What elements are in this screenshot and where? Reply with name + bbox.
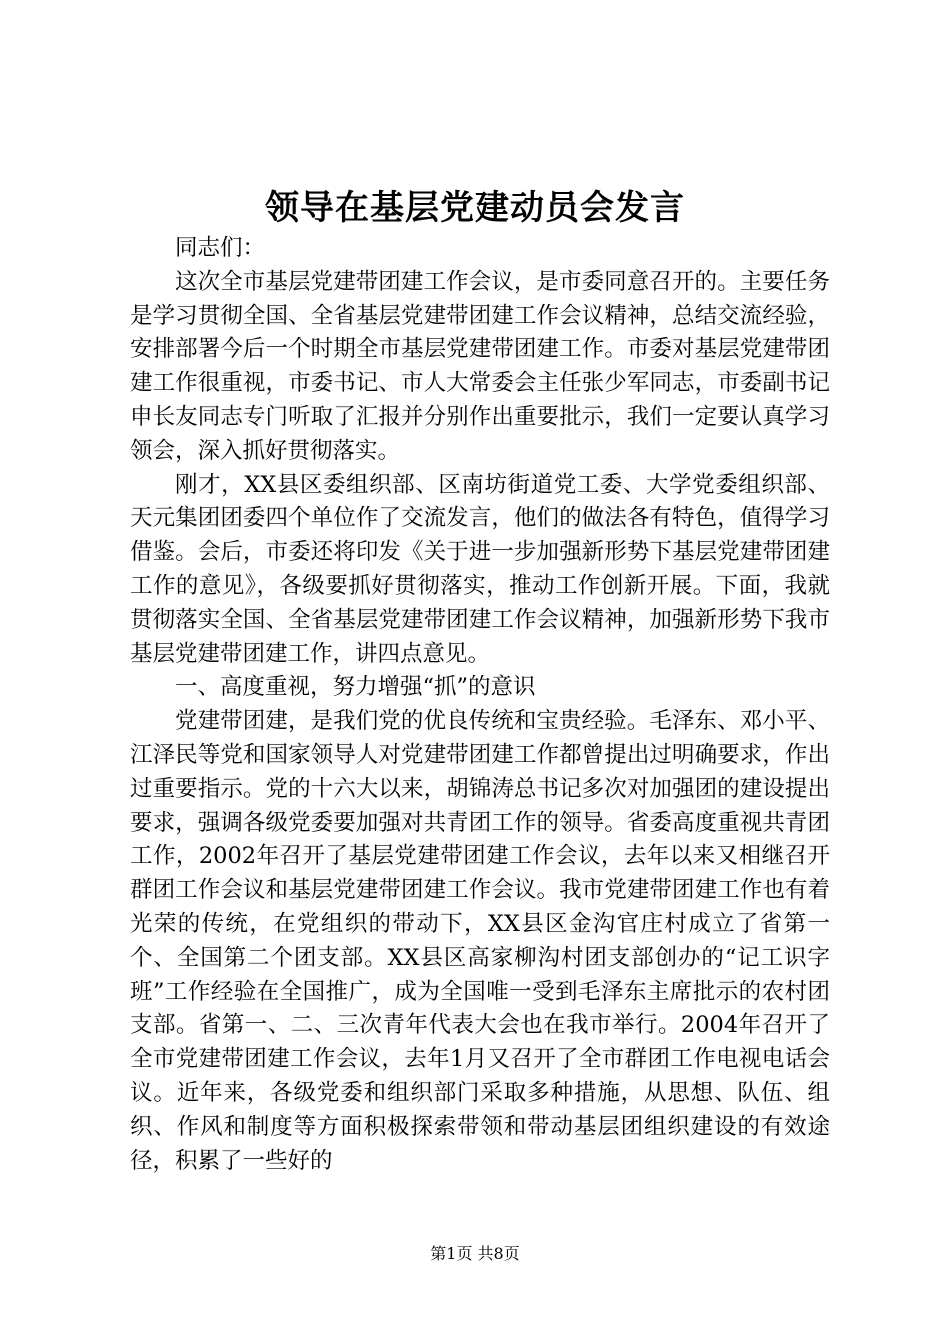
document-title: 领导在基层党建动员会发言 <box>265 188 685 228</box>
section-heading: 一、高度重视，努力增强“抓”的意识 <box>175 674 536 701</box>
body-paragraph: 党建带团建，是我们党的优良传统和宝贵经验。毛泽东、邓小平、江泽民等党和国家领导人对党建带团建工作都曾提出过明确要求，作出过重要指示。党的十六大以来，胡锦涛总书记多次对加强团的建设提出要求，强调各级党委要加强对共青团工作的领导。省委高度重视共青团工作，2002年召开了基层党建带团建工作会议，去年以来又相继召开群团工作会议和基层党建带团建工作会议。我市党建带团建工作也有着光荣的传统，在党组织的带动下，XX县区金沟官庄村成立了省第一个、全国第二个团支部。XX县区高家柳沟村团支部创办的“记工识字班”工作经验在全国推广，成为全国唯一受到毛泽东主席批示的农村团支部。省第一、二、三次青年代表大会也在我市举行。2004年召开了全市党建带团建工作会议，去年1月又召开了全市群团工作电视电话会议。近年来，各级党委和组织部门采取多种措施，从思想、队伍、组织、作风和制度等方面积极探索带领和带动基层团组织建设的有效途径，积累了一些好的 <box>130 708 830 1174</box>
page-number-footer: 第1页 共8页 <box>430 1244 520 1263</box>
body-paragraph: 刚才，XX县区委组织部、区南坊街道党工委、大学党委组织部、天元集团团委四个单位作了交流发言，他们的做法各有特色，值得学习借鉴。会后，市委还将印发《关于进一步加强新形势下基层党建带团建工作的意见》，各级要抓好贯彻落实，推动工作创新开展。下面，我就贯彻落实全国、全省基层党建带团建工作会议精神，加强新形势下我市基层党建带团建工作，讲四点意见。 <box>130 471 830 667</box>
salutation-paragraph: 同志们： <box>175 235 266 261</box>
document-body <box>130 232 830 1178</box>
body-paragraph: 这次全市基层党建带团建工作会议，是市委同意召开的。主要任务是学习贯彻全国、全省基层党建带团建工作会议精神，总结交流经验，安排部署今后一个时期全市基层党建带团建工作。市委对基层党建带团建工作很重视，市委书记、市人大常委会主任张少军同志，市委副书记申长友同志专门听取了汇报并分别作出重要批示，我们一定要认真学习领会，深入抓好贯彻落实。 <box>130 268 830 464</box>
